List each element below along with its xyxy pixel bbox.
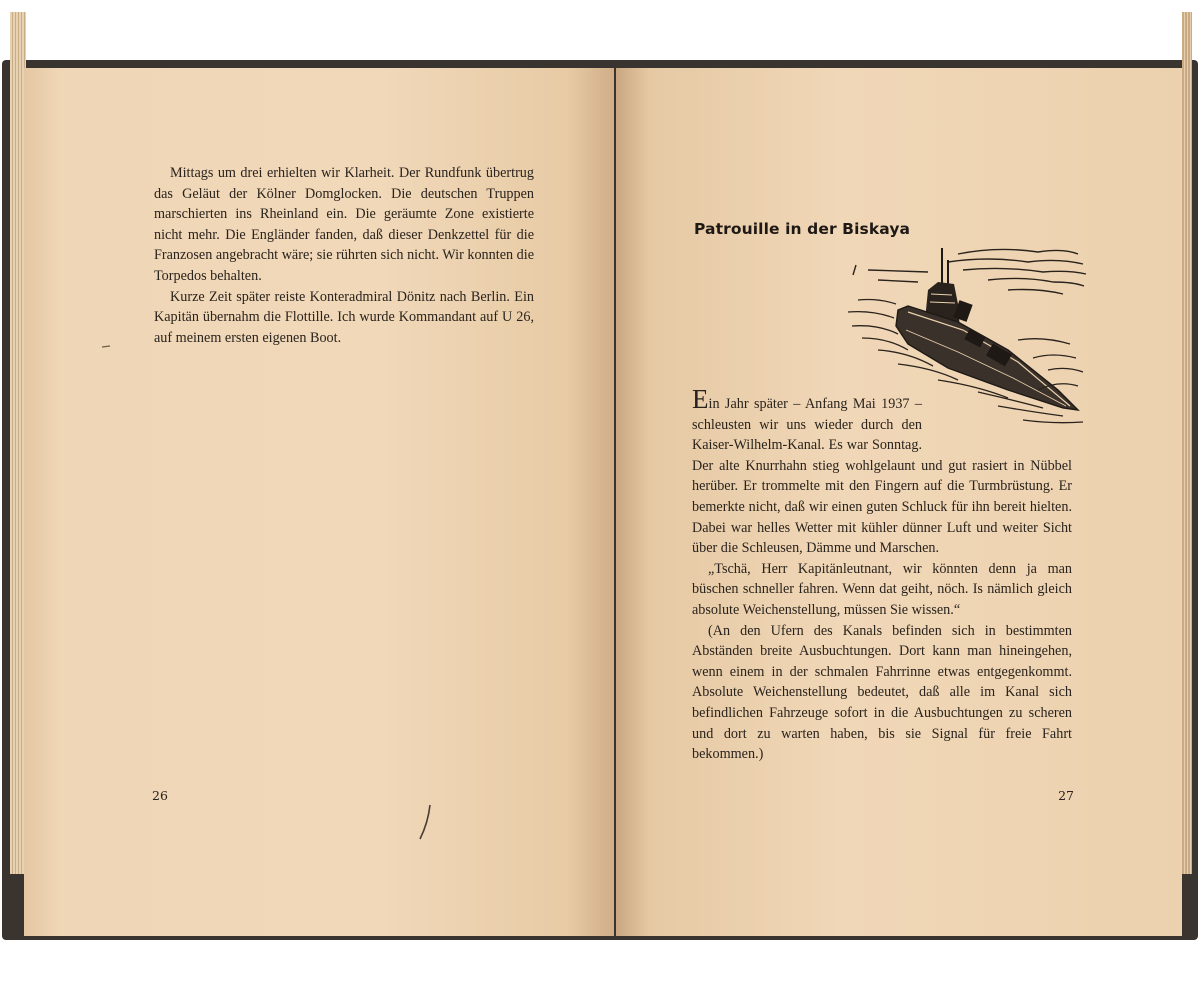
chapter-title: Patrouille in der Biskaya (694, 220, 911, 238)
right-paragraph-2: „Tschä, Herr Kapitänleutnant, wir könnten denn ja man büschen schneller fahren. Wenn dat geiht, nöch. Is nämlich gleich absolute Weichenstellung, müssen Sie wissen.“ (692, 560, 1072, 618)
right-page-body (692, 384, 1072, 765)
page-edges-right (1182, 12, 1192, 874)
right-paragraph-3: (An den Ufern des Kanals befinden sich in bestimmten Abständen breite Ausbuchtungen. Dort kann man hineingehen, wenn einem in der schmalen Fahrrinne etwas entgegenkommt. Absolute Weichenstellung bedeutet, daß alle im Kanal sich befindlichen Fahrzeuge sofort in die Ausbuchtungen zu scheren und dort zu warten haben, bis sie Signal für freie Fahrt bekommen.) (692, 622, 1072, 763)
page-number-right: 27 (1058, 788, 1074, 803)
first-paragraph-text: in Jahr später – Anfang Mai 1937 – schleusten wir uns wieder durch den Kaiser-Wilhelm-Kanal. Es war Sonntag. Der alte Knurrhahn stieg wohlgelaunt und gut rasiert in Nübbel herüber. Er trommelte mit den Fingern auf die Turmbrüstung. Er bemerkte nicht, daß wir einen guten Schluck für ihn bereit hielten. Dabei war helles Wetter mit kühler dünner Luft und weiter Sicht über die Schleusen, Dämme und Marschen. (692, 396, 1072, 557)
left-paragraph-1: Mittags um drei erhielten wir Klarheit. Der Rundfunk übertrug das Geläut der Kölner Domglocken. Die deutschen Truppen marschierten ins Rheinland ein. Die geräumte Zone existierte nicht mehr. Die Engländer fanden, daß dieser Denkzettel für die Franzosen angebracht wäre; sie rührten sich nicht. Wir konnten die Torpedos behalten. (154, 165, 534, 284)
right-page (616, 68, 1182, 936)
left-page (24, 68, 614, 936)
pencil-mark (416, 803, 436, 843)
left-page-body (154, 163, 534, 348)
page-number-left: 26 (152, 788, 168, 803)
speck-mark (102, 344, 112, 350)
illustration-wrap-space (922, 388, 1072, 449)
left-paragraph-2: Kurze Zeit später reiste Konteradmiral Dönitz nach Berlin. Ein Kapitän übernahm die Flottille. Ich wurde Kommandant auf U 26, auf meinem ersten eigenen Boot. (154, 288, 534, 346)
drop-cap: E (692, 384, 709, 414)
